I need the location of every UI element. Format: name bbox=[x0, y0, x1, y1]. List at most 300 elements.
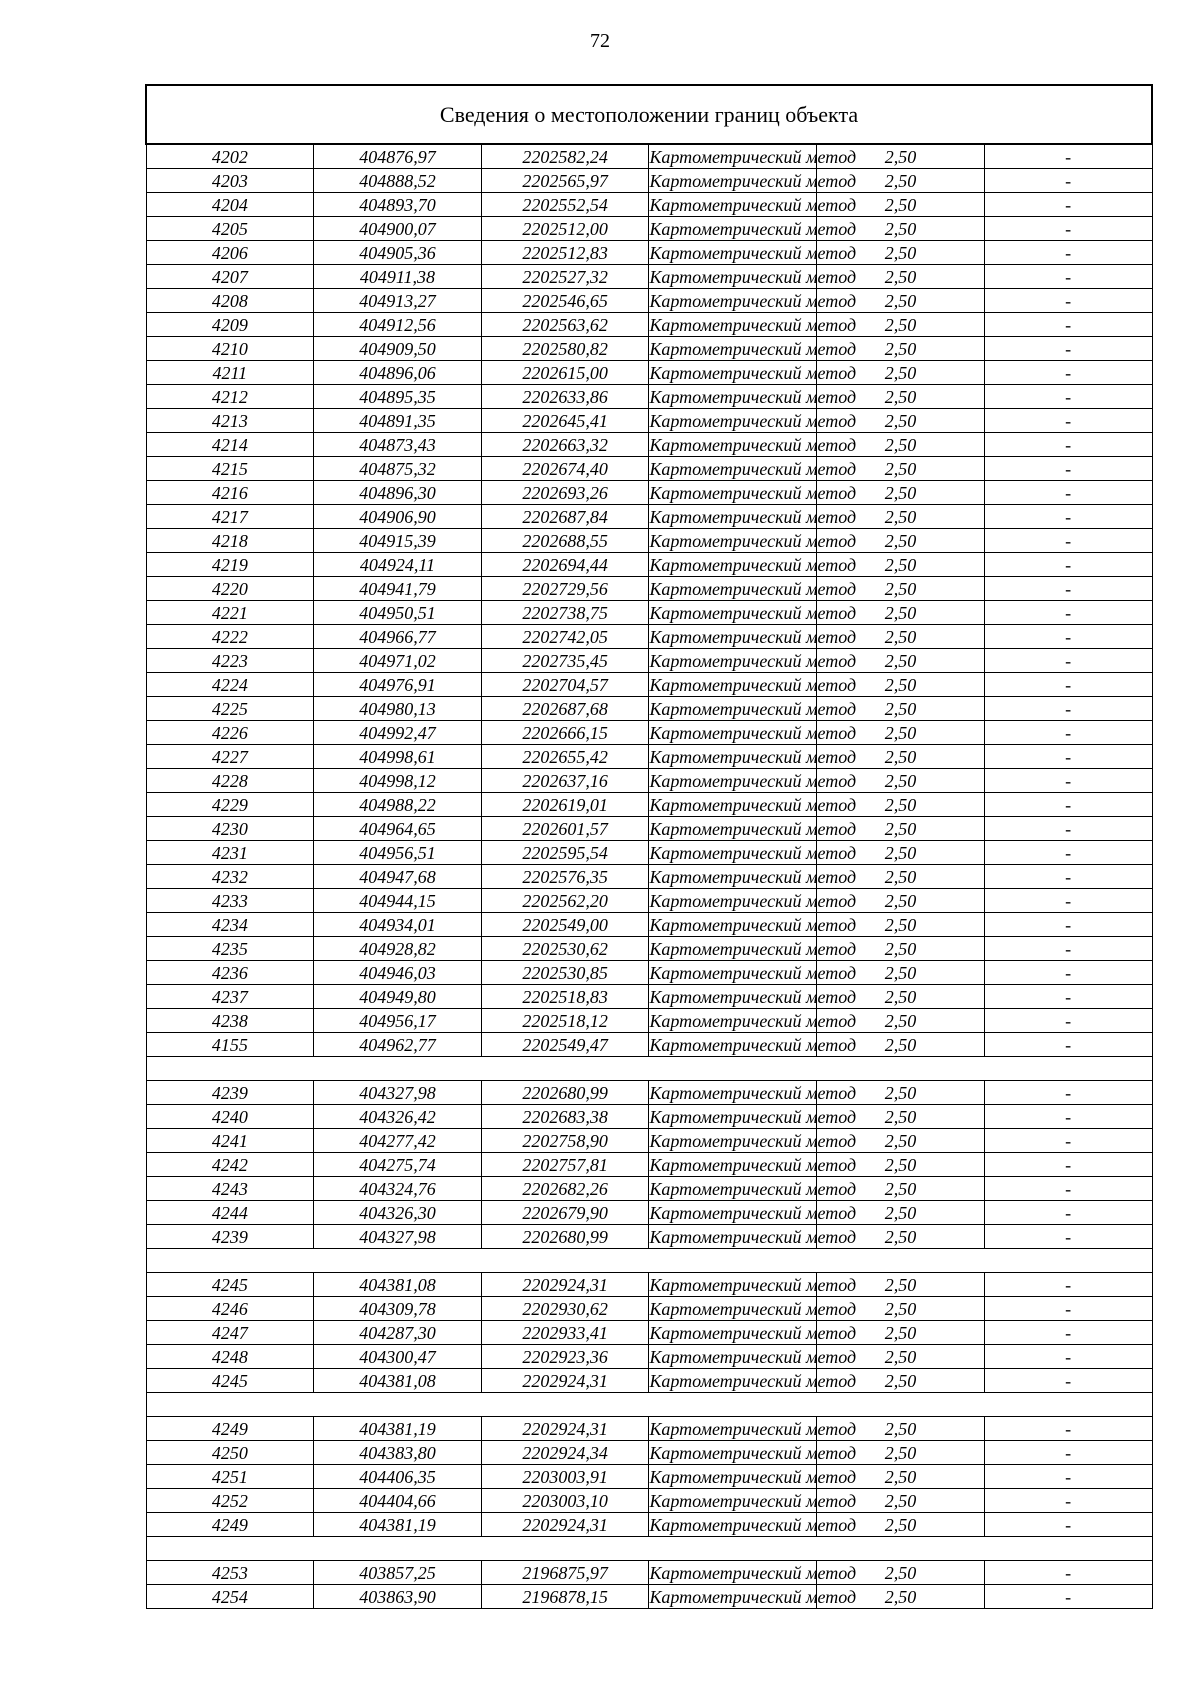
description-cell: - bbox=[984, 289, 1152, 313]
y-coordinate-cell: 2202582,24 bbox=[481, 144, 649, 169]
point-number-cell: 4205 bbox=[146, 217, 314, 241]
method-cell: Картометрический метод bbox=[649, 1370, 857, 1391]
point-number-cell: 4208 bbox=[146, 289, 314, 313]
description-cell: - bbox=[984, 721, 1152, 745]
point-number-cell: 4238 bbox=[146, 1009, 314, 1033]
precision-cell: 2,50 bbox=[817, 1561, 985, 1585]
table-row bbox=[146, 817, 1152, 841]
precision-cell: 2,50 bbox=[817, 1009, 985, 1033]
method-cell: Картометрический метод bbox=[649, 434, 857, 455]
method-cell: Картометрический метод bbox=[649, 1466, 857, 1487]
description-cell: - bbox=[984, 985, 1152, 1009]
point-number-cell: 4232 bbox=[146, 865, 314, 889]
x-coordinate-cell: 404941,79 bbox=[314, 577, 482, 601]
method-cell: Картометрический метод bbox=[649, 314, 857, 335]
table-row bbox=[146, 1465, 1152, 1489]
precision-cell: 2,50 bbox=[817, 841, 985, 865]
x-coordinate-cell: 404875,32 bbox=[314, 457, 482, 481]
description-cell: - bbox=[984, 1321, 1152, 1345]
table-row bbox=[146, 289, 1152, 313]
description-cell: - bbox=[984, 1009, 1152, 1033]
point-number-cell: 4241 bbox=[146, 1129, 314, 1153]
method-cell: Картометрический метод bbox=[649, 290, 857, 311]
table-row bbox=[146, 697, 1152, 721]
point-number-cell: 4224 bbox=[146, 673, 314, 697]
description-cell: - bbox=[984, 1105, 1152, 1129]
y-coordinate-cell: 2202562,20 bbox=[481, 889, 649, 913]
table-row bbox=[146, 1273, 1152, 1297]
x-coordinate-cell: 404876,97 bbox=[314, 144, 482, 169]
x-coordinate-cell: 404971,02 bbox=[314, 649, 482, 673]
x-coordinate-cell: 404915,39 bbox=[314, 529, 482, 553]
y-coordinate-cell: 2202615,00 bbox=[481, 361, 649, 385]
point-number-cell: 4243 bbox=[146, 1177, 314, 1201]
point-number-cell: 4248 bbox=[146, 1345, 314, 1369]
description-cell: - bbox=[984, 1369, 1152, 1393]
description-cell: - bbox=[984, 1345, 1152, 1369]
table-row bbox=[146, 409, 1152, 433]
precision-cell: 2,50 bbox=[817, 625, 985, 649]
table-row bbox=[146, 649, 1152, 673]
y-coordinate-cell: 2202680,99 bbox=[481, 1225, 649, 1249]
y-coordinate-cell: 2202530,62 bbox=[481, 937, 649, 961]
description-cell: - bbox=[984, 769, 1152, 793]
precision-cell: 2,50 bbox=[817, 673, 985, 697]
description-cell: - bbox=[984, 193, 1152, 217]
x-coordinate-cell: 404944,15 bbox=[314, 889, 482, 913]
description-cell: - bbox=[984, 361, 1152, 385]
table-row bbox=[146, 937, 1152, 961]
description-cell: - bbox=[984, 1585, 1152, 1609]
table-row bbox=[146, 745, 1152, 769]
point-number-cell: 4236 bbox=[146, 961, 314, 985]
precision-cell: 2,50 bbox=[817, 985, 985, 1009]
point-number-cell: 4231 bbox=[146, 841, 314, 865]
description-cell: - bbox=[984, 673, 1152, 697]
point-number-cell: 4223 bbox=[146, 649, 314, 673]
contour-separator-row bbox=[146, 1057, 1152, 1081]
method-cell: Картометрический метод bbox=[649, 410, 857, 431]
point-number-cell: 4250 bbox=[146, 1441, 314, 1465]
contour-separator-row bbox=[146, 1537, 1152, 1561]
precision-cell: 2,50 bbox=[817, 1297, 985, 1321]
x-coordinate-cell: 404896,06 bbox=[314, 361, 482, 385]
method-cell: Картометрический метод bbox=[649, 170, 857, 191]
x-coordinate-cell: 404949,80 bbox=[314, 985, 482, 1009]
x-coordinate-cell: 404911,38 bbox=[314, 265, 482, 289]
y-coordinate-cell: 2202923,36 bbox=[481, 1345, 649, 1369]
table-row bbox=[146, 601, 1152, 625]
y-coordinate-cell: 2202549,00 bbox=[481, 913, 649, 937]
description-cell: - bbox=[984, 937, 1152, 961]
description-cell: - bbox=[984, 385, 1152, 409]
point-number-cell: 4230 bbox=[146, 817, 314, 841]
x-coordinate-cell: 404905,36 bbox=[314, 241, 482, 265]
precision-cell: 2,50 bbox=[817, 1201, 985, 1225]
description-cell: - bbox=[984, 144, 1152, 169]
y-coordinate-cell: 2202552,54 bbox=[481, 193, 649, 217]
method-cell: Картометрический метод bbox=[649, 890, 857, 911]
method-cell: Картометрический метод bbox=[649, 650, 857, 671]
method-cell: Картометрический метод bbox=[649, 1130, 857, 1151]
precision-cell: 2,50 bbox=[817, 1465, 985, 1489]
point-number-cell: 4245 bbox=[146, 1369, 314, 1393]
precision-cell: 2,50 bbox=[817, 1441, 985, 1465]
x-coordinate-cell: 404326,42 bbox=[314, 1105, 482, 1129]
precision-cell: 2,50 bbox=[817, 1585, 985, 1609]
y-coordinate-cell: 2202924,31 bbox=[481, 1273, 649, 1297]
x-coordinate-cell: 404300,47 bbox=[314, 1345, 482, 1369]
x-coordinate-cell: 404998,61 bbox=[314, 745, 482, 769]
y-coordinate-cell: 2202518,83 bbox=[481, 985, 649, 1009]
description-cell: - bbox=[984, 625, 1152, 649]
precision-cell: 2,50 bbox=[817, 1153, 985, 1177]
x-coordinate-cell: 404891,35 bbox=[314, 409, 482, 433]
precision-cell: 2,50 bbox=[817, 289, 985, 313]
table-row bbox=[146, 625, 1152, 649]
table-row bbox=[146, 1297, 1152, 1321]
point-number-cell: 4233 bbox=[146, 889, 314, 913]
precision-cell: 2,50 bbox=[817, 457, 985, 481]
y-coordinate-cell: 2202663,32 bbox=[481, 433, 649, 457]
precision-cell: 2,50 bbox=[817, 649, 985, 673]
description-cell: - bbox=[984, 1465, 1152, 1489]
description-cell: - bbox=[984, 601, 1152, 625]
table-row bbox=[146, 985, 1152, 1009]
y-coordinate-cell: 2202924,31 bbox=[481, 1369, 649, 1393]
point-number-cell: 4237 bbox=[146, 985, 314, 1009]
method-cell: Картометрический метод bbox=[649, 1226, 857, 1247]
precision-cell: 2,50 bbox=[817, 1033, 985, 1057]
table-row bbox=[146, 1441, 1152, 1465]
method-cell: Картометрический метод bbox=[649, 218, 857, 239]
method-cell: Картометрический метод bbox=[649, 386, 857, 407]
method-cell: Картометрический метод bbox=[649, 1106, 857, 1127]
method-cell: Картометрический метод bbox=[649, 602, 857, 623]
method-cell: Картометрический метод bbox=[649, 866, 857, 887]
separator-cell bbox=[146, 1393, 1152, 1417]
x-coordinate-cell: 404992,47 bbox=[314, 721, 482, 745]
y-coordinate-cell: 2203003,10 bbox=[481, 1489, 649, 1513]
method-cell: Картометрический метод bbox=[649, 1418, 857, 1439]
point-number-cell: 4253 bbox=[146, 1561, 314, 1585]
point-number-cell: 4217 bbox=[146, 505, 314, 529]
precision-cell: 2,50 bbox=[817, 769, 985, 793]
description-cell: - bbox=[984, 649, 1152, 673]
method-cell: Картометрический метод bbox=[649, 578, 857, 599]
precision-cell: 2,50 bbox=[817, 913, 985, 937]
x-coordinate-cell: 404896,30 bbox=[314, 481, 482, 505]
method-cell: Картометрический метод bbox=[649, 1082, 857, 1103]
precision-cell: 2,50 bbox=[817, 937, 985, 961]
x-coordinate-cell: 404381,08 bbox=[314, 1273, 482, 1297]
method-cell: Картометрический метод bbox=[649, 938, 857, 959]
point-number-cell: 4242 bbox=[146, 1153, 314, 1177]
x-coordinate-cell: 404924,11 bbox=[314, 553, 482, 577]
table-row bbox=[146, 769, 1152, 793]
x-coordinate-cell: 404950,51 bbox=[314, 601, 482, 625]
table-row bbox=[146, 577, 1152, 601]
description-cell: - bbox=[984, 913, 1152, 937]
precision-cell: 2,50 bbox=[817, 169, 985, 193]
table-row bbox=[146, 1561, 1152, 1585]
description-cell: - bbox=[984, 1225, 1152, 1249]
y-coordinate-cell: 2202738,75 bbox=[481, 601, 649, 625]
point-number-cell: 4214 bbox=[146, 433, 314, 457]
description-cell: - bbox=[984, 433, 1152, 457]
x-coordinate-cell: 404909,50 bbox=[314, 337, 482, 361]
point-number-cell: 4219 bbox=[146, 553, 314, 577]
precision-cell: 2,50 bbox=[817, 793, 985, 817]
table-row bbox=[146, 337, 1152, 361]
y-coordinate-cell: 2202924,31 bbox=[481, 1417, 649, 1441]
table-row bbox=[146, 913, 1152, 937]
point-number-cell: 4210 bbox=[146, 337, 314, 361]
precision-cell: 2,50 bbox=[817, 1345, 985, 1369]
y-coordinate-cell: 2202633,86 bbox=[481, 385, 649, 409]
y-coordinate-cell: 2202549,47 bbox=[481, 1033, 649, 1057]
description-cell: - bbox=[984, 865, 1152, 889]
x-coordinate-cell: 404900,07 bbox=[314, 217, 482, 241]
table-row bbox=[146, 865, 1152, 889]
x-coordinate-cell: 404277,42 bbox=[314, 1129, 482, 1153]
precision-cell: 2,50 bbox=[817, 1321, 985, 1345]
y-coordinate-cell: 2202687,68 bbox=[481, 697, 649, 721]
description-cell: - bbox=[984, 697, 1152, 721]
table-row bbox=[146, 889, 1152, 913]
method-cell: Картометрический метод bbox=[649, 626, 857, 647]
y-coordinate-cell: 2202682,26 bbox=[481, 1177, 649, 1201]
point-number-cell: 4213 bbox=[146, 409, 314, 433]
point-number-cell: 4239 bbox=[146, 1081, 314, 1105]
description-cell: - bbox=[984, 1081, 1152, 1105]
precision-cell: 2,50 bbox=[817, 865, 985, 889]
description-cell: - bbox=[984, 409, 1152, 433]
boundary-coordinates-table bbox=[145, 84, 1153, 1609]
y-coordinate-cell: 2202637,16 bbox=[481, 769, 649, 793]
contour-separator-row bbox=[146, 1249, 1152, 1273]
x-coordinate-cell: 404928,82 bbox=[314, 937, 482, 961]
y-coordinate-cell: 2202924,34 bbox=[481, 1441, 649, 1465]
precision-cell: 2,50 bbox=[817, 577, 985, 601]
x-coordinate-cell: 404381,08 bbox=[314, 1369, 482, 1393]
point-number-cell: 4239 bbox=[146, 1225, 314, 1249]
point-number-cell: 4249 bbox=[146, 1417, 314, 1441]
point-number-cell: 4216 bbox=[146, 481, 314, 505]
y-coordinate-cell: 2202645,41 bbox=[481, 409, 649, 433]
description-cell: - bbox=[984, 457, 1152, 481]
y-coordinate-cell: 2202729,56 bbox=[481, 577, 649, 601]
point-number-cell: 4247 bbox=[146, 1321, 314, 1345]
point-number-cell: 4212 bbox=[146, 385, 314, 409]
precision-cell: 2,50 bbox=[817, 337, 985, 361]
description-cell: - bbox=[984, 961, 1152, 985]
table-row bbox=[146, 721, 1152, 745]
page-number: 72 bbox=[590, 30, 610, 52]
point-number-cell: 4245 bbox=[146, 1273, 314, 1297]
y-coordinate-cell: 2202601,57 bbox=[481, 817, 649, 841]
table-row bbox=[146, 1513, 1152, 1537]
method-cell: Картометрический метод bbox=[649, 482, 857, 503]
table-row bbox=[146, 673, 1152, 697]
y-coordinate-cell: 2202565,97 bbox=[481, 169, 649, 193]
table-row bbox=[146, 313, 1152, 337]
method-cell: Картометрический метод bbox=[649, 506, 857, 527]
y-coordinate-cell: 2202687,84 bbox=[481, 505, 649, 529]
description-cell: - bbox=[984, 1417, 1152, 1441]
point-number-cell: 4204 bbox=[146, 193, 314, 217]
method-cell: Картометрический метод bbox=[649, 794, 857, 815]
method-cell: Картометрический метод bbox=[649, 746, 857, 767]
method-cell: Картометрический метод bbox=[649, 674, 857, 695]
separator-cell bbox=[146, 1537, 1152, 1561]
precision-cell: 2,50 bbox=[817, 1513, 985, 1537]
y-coordinate-cell: 2202518,12 bbox=[481, 1009, 649, 1033]
method-cell: Картометрический метод bbox=[649, 144, 817, 169]
table-row bbox=[146, 1417, 1152, 1441]
y-coordinate-cell: 2196875,97 bbox=[481, 1561, 649, 1585]
y-coordinate-cell: 2202595,54 bbox=[481, 841, 649, 865]
table-row bbox=[146, 1585, 1152, 1609]
point-number-cell: 4221 bbox=[146, 601, 314, 625]
precision-cell: 2,50 bbox=[817, 1225, 985, 1249]
point-number-cell: 4211 bbox=[146, 361, 314, 385]
method-cell: Картометрический метод bbox=[649, 818, 857, 839]
precision-cell: 2,50 bbox=[817, 1129, 985, 1153]
x-coordinate-cell: 404976,91 bbox=[314, 673, 482, 697]
description-cell: - bbox=[984, 1273, 1152, 1297]
description-cell: - bbox=[984, 1153, 1152, 1177]
table-row bbox=[146, 1345, 1152, 1369]
point-number-cell: 4244 bbox=[146, 1201, 314, 1225]
method-cell: Картометрический метод bbox=[649, 1202, 857, 1223]
x-coordinate-cell: 404966,77 bbox=[314, 625, 482, 649]
precision-cell: 2,50 bbox=[817, 1369, 985, 1393]
table-row bbox=[146, 961, 1152, 985]
precision-cell: 2,50 bbox=[817, 433, 985, 457]
method-cell: Картометрический метод bbox=[649, 1562, 857, 1583]
table-row bbox=[146, 1201, 1152, 1225]
precision-cell: 2,50 bbox=[817, 1417, 985, 1441]
table-row bbox=[146, 505, 1152, 529]
point-number-cell: 4220 bbox=[146, 577, 314, 601]
table-row bbox=[146, 1489, 1152, 1513]
point-number-cell: 4227 bbox=[146, 745, 314, 769]
x-coordinate-cell: 404956,51 bbox=[314, 841, 482, 865]
x-coordinate-cell: 403857,25 bbox=[314, 1561, 482, 1585]
y-coordinate-cell: 2202512,83 bbox=[481, 241, 649, 265]
description-cell: - bbox=[984, 577, 1152, 601]
precision-cell: 2,50 bbox=[817, 217, 985, 241]
x-coordinate-cell: 404946,03 bbox=[314, 961, 482, 985]
x-coordinate-cell: 404947,68 bbox=[314, 865, 482, 889]
description-cell: - bbox=[984, 1201, 1152, 1225]
table-body bbox=[146, 144, 1152, 1609]
precision-cell: 2,50 bbox=[817, 1177, 985, 1201]
method-cell: Картометрический метод bbox=[649, 1274, 857, 1295]
y-coordinate-cell: 2202674,40 bbox=[481, 457, 649, 481]
table-row bbox=[146, 1129, 1152, 1153]
description-cell: - bbox=[984, 1297, 1152, 1321]
point-number-cell: 4254 bbox=[146, 1585, 314, 1609]
table-row bbox=[146, 193, 1152, 217]
x-coordinate-cell: 404381,19 bbox=[314, 1417, 482, 1441]
method-cell: Картометрический метод bbox=[649, 986, 857, 1007]
point-number-cell: 4225 bbox=[146, 697, 314, 721]
x-coordinate-cell: 404327,98 bbox=[314, 1225, 482, 1249]
table-row bbox=[146, 144, 1152, 169]
method-cell: Картометрический метод bbox=[649, 1586, 857, 1607]
table-caption: Сведения о местоположении границ объекта bbox=[146, 85, 1152, 144]
x-coordinate-cell: 404381,19 bbox=[314, 1513, 482, 1537]
point-number-cell: 4209 bbox=[146, 313, 314, 337]
method-cell: Картометрический метод bbox=[649, 194, 857, 215]
method-cell: Картометрический метод bbox=[649, 842, 857, 863]
point-number-cell: 4235 bbox=[146, 937, 314, 961]
x-coordinate-cell: 404275,74 bbox=[314, 1153, 482, 1177]
y-coordinate-cell: 2202693,26 bbox=[481, 481, 649, 505]
y-coordinate-cell: 2202666,15 bbox=[481, 721, 649, 745]
method-cell: Картометрический метод bbox=[649, 530, 857, 551]
precision-cell: 2,50 bbox=[817, 721, 985, 745]
precision-cell: 2,50 bbox=[817, 889, 985, 913]
x-coordinate-cell: 404964,65 bbox=[314, 817, 482, 841]
table-row bbox=[146, 385, 1152, 409]
table-row bbox=[146, 1153, 1152, 1177]
method-cell: Картометрический метод bbox=[649, 1514, 857, 1535]
precision-cell: 2,50 bbox=[817, 505, 985, 529]
table-row bbox=[146, 841, 1152, 865]
boundary-table-container bbox=[145, 84, 1153, 1609]
point-number-cell: 4203 bbox=[146, 169, 314, 193]
point-number-cell: 4252 bbox=[146, 1489, 314, 1513]
precision-cell: 2,50 bbox=[817, 481, 985, 505]
x-coordinate-cell: 404888,52 bbox=[314, 169, 482, 193]
table-row bbox=[146, 1105, 1152, 1129]
description-cell: - bbox=[984, 505, 1152, 529]
y-coordinate-cell: 2202530,85 bbox=[481, 961, 649, 985]
y-coordinate-cell: 2202924,31 bbox=[481, 1513, 649, 1537]
description-cell: - bbox=[984, 1513, 1152, 1537]
table-row bbox=[146, 217, 1152, 241]
point-number-cell: 4251 bbox=[146, 1465, 314, 1489]
x-coordinate-cell: 404912,56 bbox=[314, 313, 482, 337]
description-cell: - bbox=[984, 1489, 1152, 1513]
table-row bbox=[146, 481, 1152, 505]
point-number-cell: 4226 bbox=[146, 721, 314, 745]
method-cell: Картометрический метод bbox=[649, 1178, 857, 1199]
separator-cell bbox=[146, 1057, 1152, 1081]
x-coordinate-cell: 404287,30 bbox=[314, 1321, 482, 1345]
x-coordinate-cell: 404962,77 bbox=[314, 1033, 482, 1057]
method-cell: Картометрический метод bbox=[649, 1346, 857, 1367]
method-cell: Картометрический метод bbox=[649, 338, 857, 359]
precision-cell: 2,50 bbox=[817, 1273, 985, 1297]
precision-cell: 2,50 bbox=[817, 1081, 985, 1105]
description-cell: - bbox=[984, 529, 1152, 553]
x-coordinate-cell: 404998,12 bbox=[314, 769, 482, 793]
y-coordinate-cell: 2202512,00 bbox=[481, 217, 649, 241]
point-number-cell: 4249 bbox=[146, 1513, 314, 1537]
point-number-cell: 4202 bbox=[146, 144, 314, 169]
x-coordinate-cell: 404913,27 bbox=[314, 289, 482, 313]
description-cell: - bbox=[984, 1441, 1152, 1465]
method-cell: Картометрический метод bbox=[649, 1298, 857, 1319]
point-number-cell: 4218 bbox=[146, 529, 314, 553]
x-coordinate-cell: 404326,30 bbox=[314, 1201, 482, 1225]
point-number-cell: 4215 bbox=[146, 457, 314, 481]
table-row bbox=[146, 1009, 1152, 1033]
